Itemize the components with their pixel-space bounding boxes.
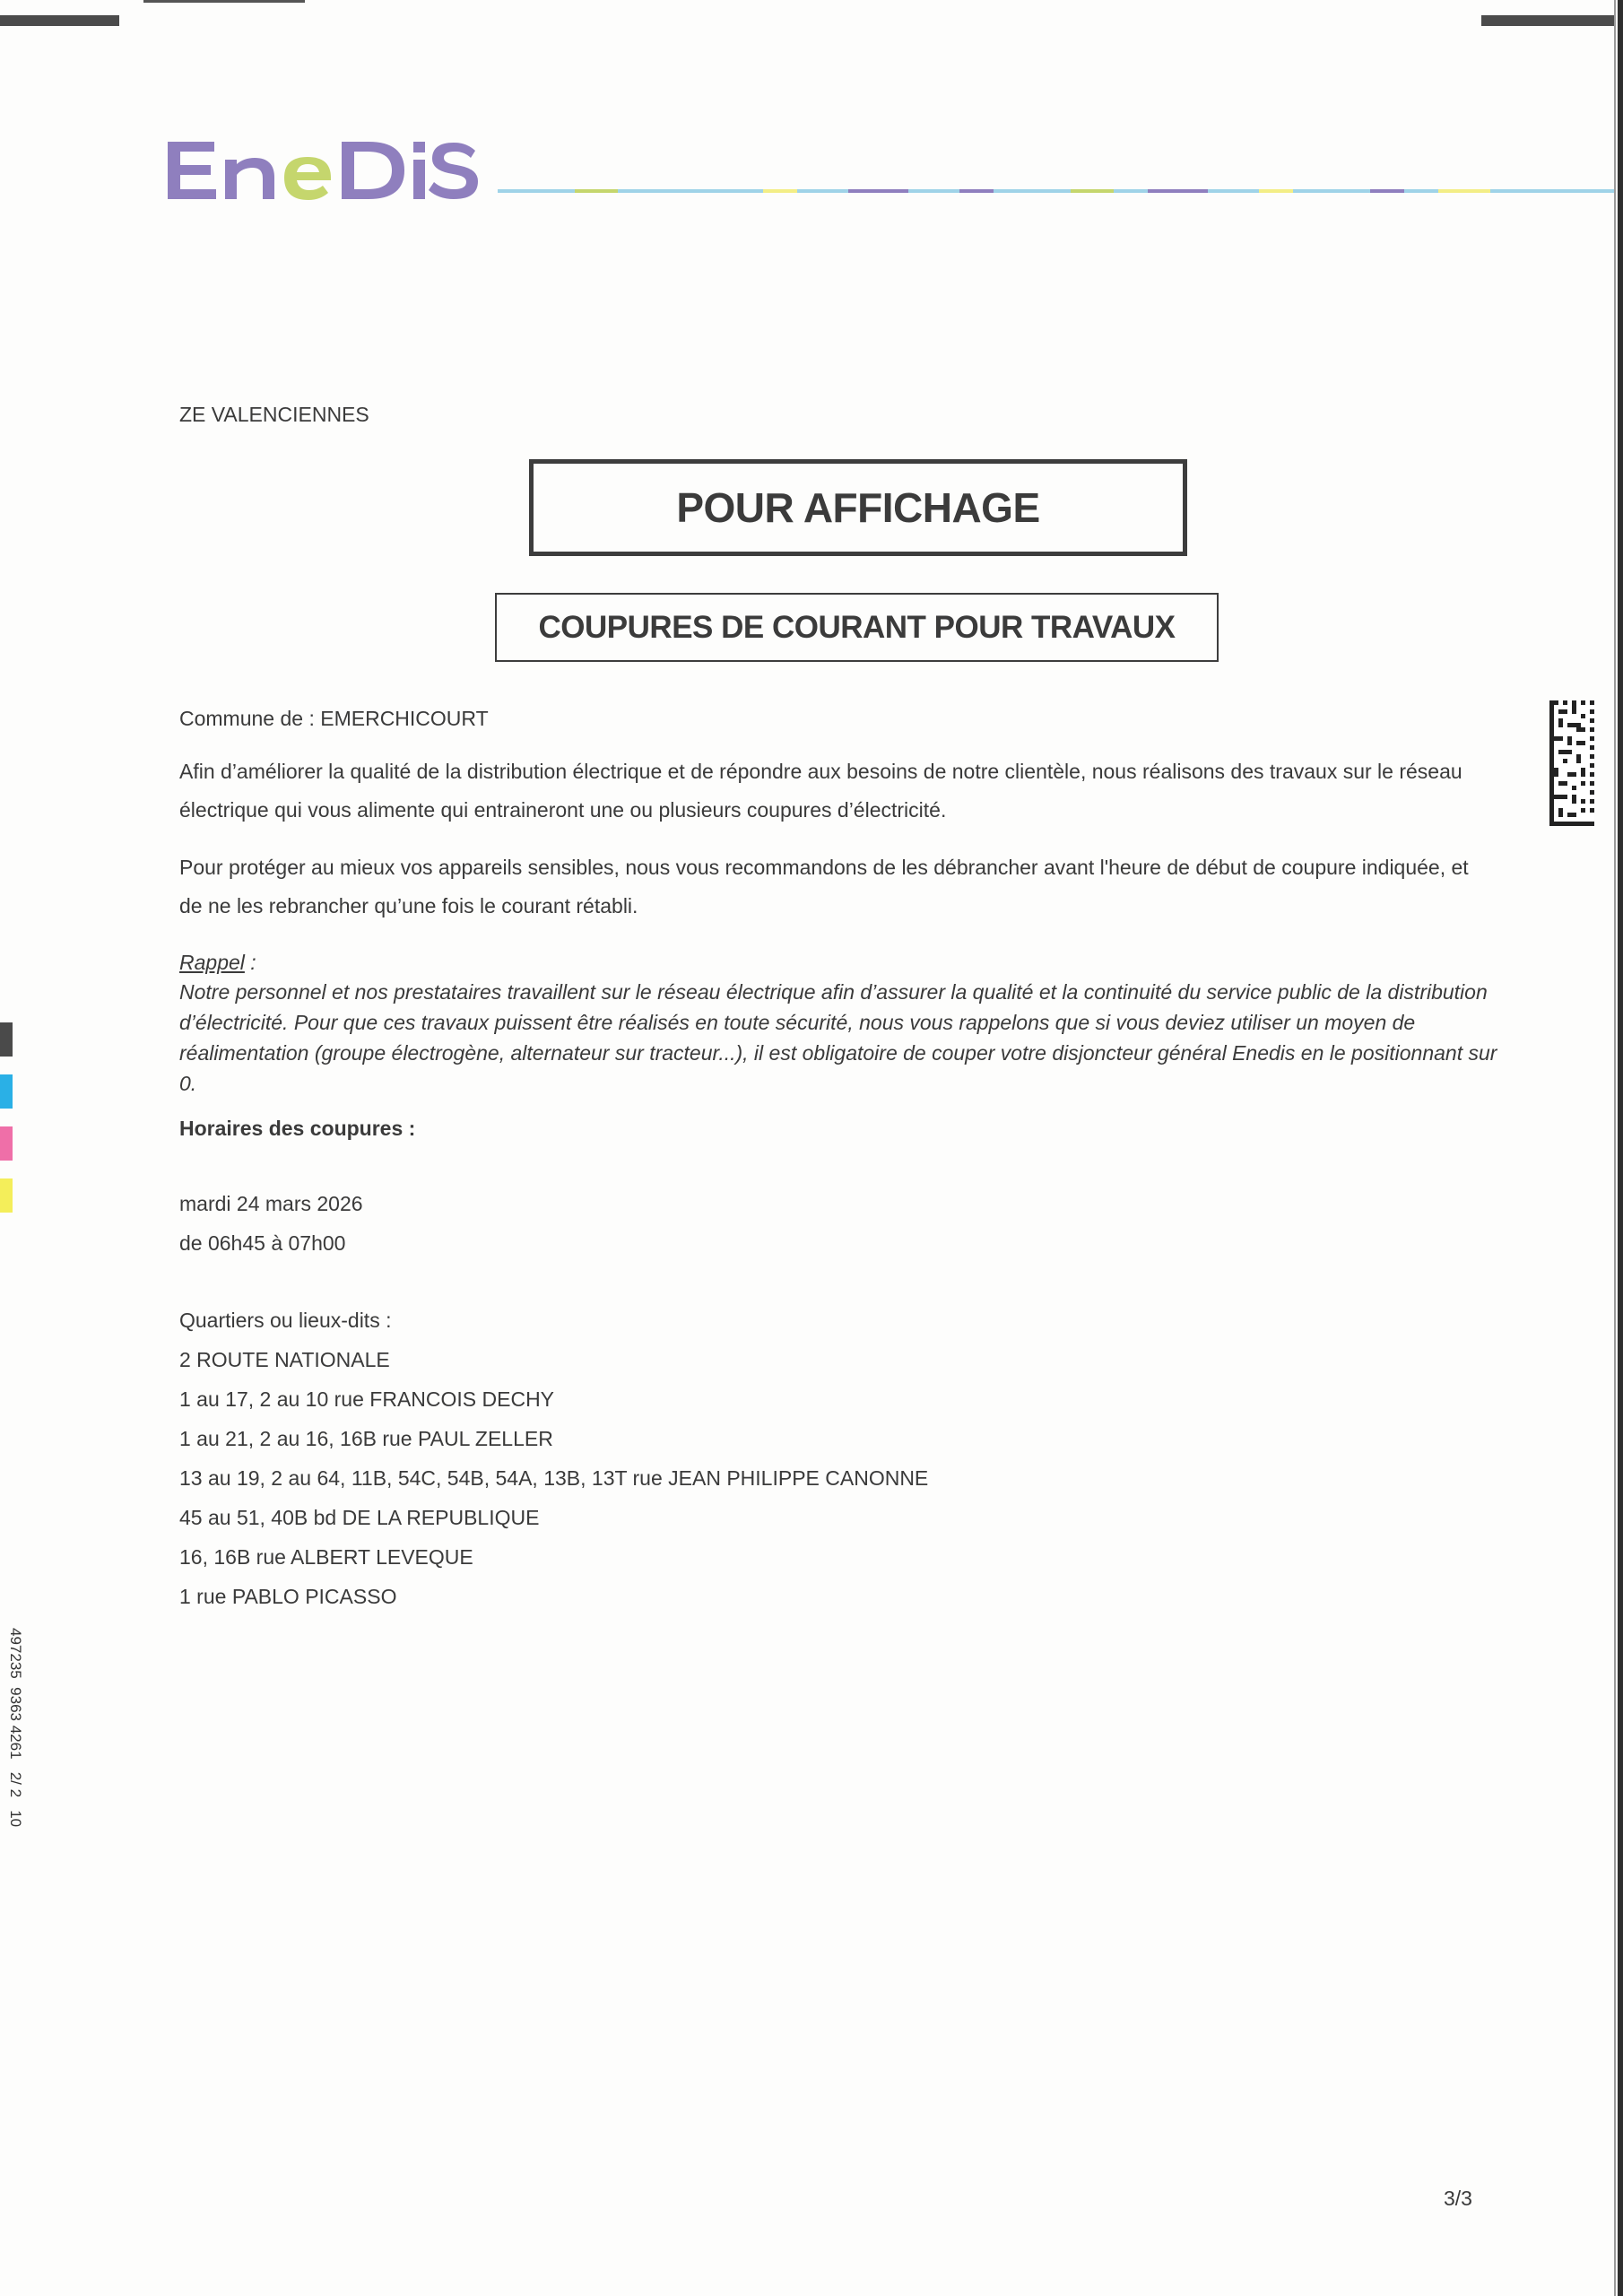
street-item: 13 au 19, 2 au 64, 11B, 54C, 54B, 54A, 13B, 13T rue JEAN PHILIPPE CANONNE	[179, 1466, 929, 1490]
enedis-logo	[166, 126, 480, 211]
scan-edge-right	[1618, 0, 1623, 2296]
registration-mark-yellow	[0, 1178, 13, 1213]
subtitle-box	[495, 593, 1219, 662]
title-box	[529, 459, 1187, 556]
street-item: 1 au 17, 2 au 10 rue FRANCOIS DECHY	[179, 1387, 555, 1411]
page-number: 3/3	[1444, 2187, 1472, 2210]
horaires-title: Horaires des coupures :	[179, 1117, 416, 1140]
registration-mark-black	[0, 1022, 13, 1057]
logo-color-line	[498, 189, 1614, 193]
street-item: 1 rue PABLO PICASSO	[179, 1585, 397, 1608]
zone-label: ZE VALENCIENNES	[179, 403, 369, 426]
quartiers-label: Quartiers ou lieux-dits :	[179, 1309, 392, 1332]
title-text: POUR AFFICHAGE	[676, 484, 1040, 531]
outage-date: mardi 24 mars 2026	[179, 1192, 363, 1215]
scan-mark-top-left	[0, 15, 119, 26]
street-item: 1 au 21, 2 au 16, 16B rue PAUL ZELLER	[179, 1427, 553, 1450]
rappel-text: Notre personnel et nos prestataires travaillent sur le réseau électrique afin d’assurer la qualité et la continuité du service public de la distribution d’électricité. Pour que ces travaux puissent être réalisés en toute sécurité, nous vous rappelons que si vous deviez utiliser un moyen de réalimentation (groupe électrogène, alternateur sur tracteur...), il est obligatoire de couper votre disjoncteur général Enedis en le positionnant sur 0.	[179, 980, 1497, 1095]
street-item: 2 ROUTE NATIONALE	[179, 1348, 390, 1371]
rappel-colon: :	[244, 951, 256, 974]
advice-paragraph: Pour protéger au mieux vos appareils sensibles, nous vous recommandons de les débrancher avant l'heure de début de coupure indiquée, et de ne les rebrancher qu’une fois le courant rétabli.	[179, 856, 1469, 918]
scan-edge-right-inner	[1614, 0, 1616, 2296]
street-item: 45 au 51, 40B bd DE LA REPUBLIQUE	[179, 1506, 540, 1529]
commune-line: Commune de : EMERCHICOURT	[179, 707, 489, 730]
scan-mark-top-right	[1481, 15, 1616, 26]
datamatrix-code	[1549, 700, 1594, 827]
scan-line-top	[143, 0, 305, 3]
margin-code: 497235 9363 4261 2/ 2 10	[7, 1628, 24, 1828]
registration-mark-cyan	[0, 1074, 13, 1109]
intro-paragraph: Afin d’améliorer la qualité de la distribution électrique et de répondre aux besoins de notre clientèle, nous réalisons des travaux sur le réseau électrique qui vous alimente qui entraineront une ou plusieurs coupures d’électricité.	[179, 760, 1462, 822]
registration-mark-magenta	[0, 1126, 13, 1161]
rappel-heading	[179, 947, 1506, 978]
street-item: 16, 16B rue ALBERT LEVEQUE	[179, 1545, 473, 1569]
subtitle-text: COUPURES DE COURANT POUR TRAVAUX	[538, 609, 1176, 645]
rappel-label: Rappel	[179, 951, 245, 974]
outage-time: de 06h45 à 07h00	[179, 1231, 346, 1255]
